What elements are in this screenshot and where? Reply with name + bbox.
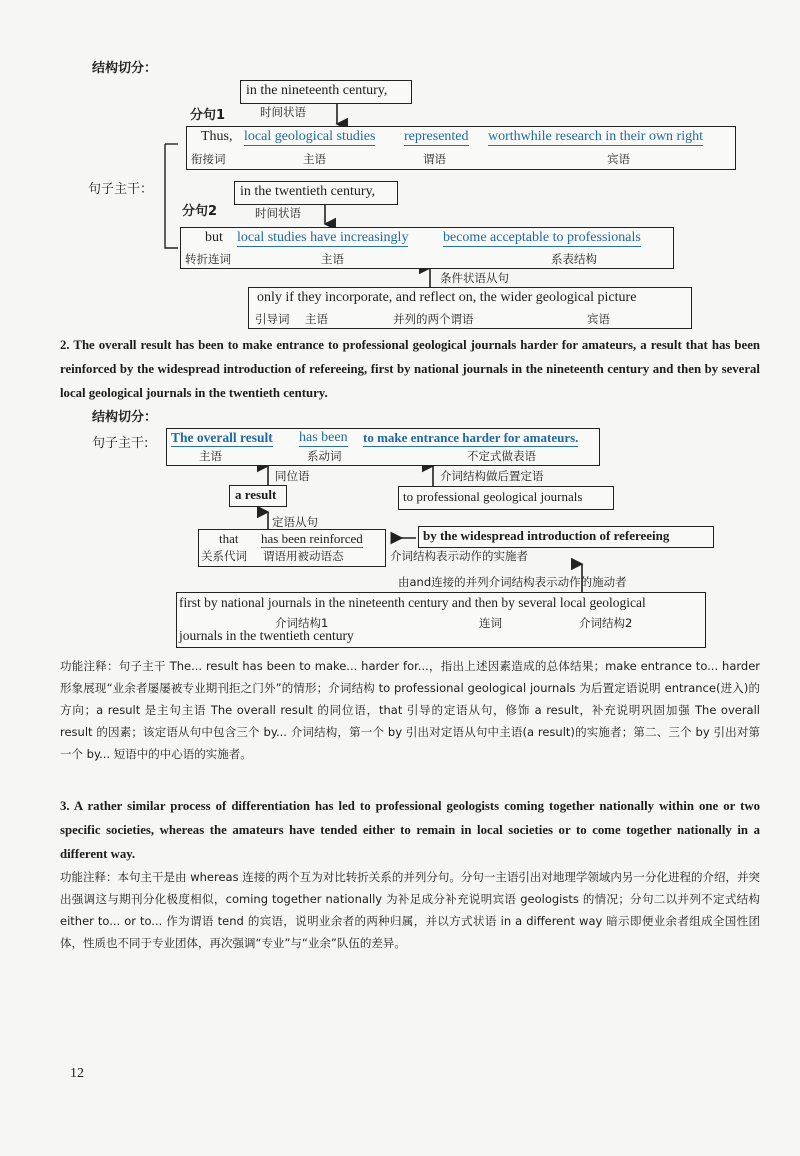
page-number: 12 bbox=[70, 1066, 84, 1081]
parallel-role-3: 介词结构2 bbox=[579, 616, 633, 630]
clause2-conj-role: 转折连词 bbox=[185, 252, 231, 266]
clause1-verb: represented bbox=[404, 129, 469, 144]
condition-role-3: 并列的两个谓语 bbox=[393, 312, 474, 326]
clause1-conj-role: 衔接词 bbox=[191, 152, 226, 166]
function-note-1: 功能注释：句子主干 The... result has been to make... harder for...，指出上述因素造成的总体结果；make entrance to... harder 形象展现“业余者屡屡被专业期刊拒之门外”的情形；介词结构 to professional geological journals 为后置定语说明 entrance(进入)的方向；a result 是主句主语 The overall result 的同位语，that 引导的定语从句，修饰 a result，补充说明巩固加强 The overall result 的因素；该定语从句中包含三个 by... 介词结构，第一个 by 引出对定语从句中主语(a result)的实施者；第二、三个 by 引出对第一个 by... 短语中的中心语的实施者。 bbox=[60, 659, 760, 761]
post-attr-label: 介词结构做后置定语 bbox=[440, 469, 544, 483]
sentence-3: 3. A rather similar process of differentiation has led to professional geologists coming together nationally within one or two specific societies, whereas the amateurs have tended either to remain in local societies or to come together nationally in a different way. bbox=[60, 799, 760, 861]
clause2-modifier-text: in the twentieth century, bbox=[240, 184, 376, 199]
function-note-2: 功能注释：本句主干是由 whereas 连接的两个互为对比转折关系的并列分句。分句一主语引出对地理学领域内另一分化进程的介绍，并突出强调这与期刊分化极度相似，coming together nationally 为补足成分补充说明宾语 geologists 的情况；分句二以并列不定式结构 either to... or to... 作为谓语 tend 的宾语，说明业余者的两种归属，并以方式状语 in a different way 暗示即便业余者组成全国性团体，性质也不同于专业团体，再次强调“专业”与“业余”队伍的差异。 bbox=[60, 870, 760, 950]
clause2-predicate-role: 系表结构 bbox=[551, 252, 597, 266]
s2-subject-role: 主语 bbox=[199, 449, 222, 463]
s2-verb-role: 系动词 bbox=[307, 449, 342, 463]
clause2-subject: local studies have increasingly bbox=[237, 230, 409, 245]
clause1-modifier-text: in the nineteenth century, bbox=[246, 83, 388, 98]
clause1-conj: Thus, bbox=[201, 129, 233, 144]
post-attr-text: to professional geological journals bbox=[403, 489, 583, 504]
appositive-box bbox=[229, 485, 287, 507]
s2-predicative-role: 不定式做表语 bbox=[467, 449, 536, 463]
main-clause-label: 句子主干： bbox=[88, 182, 154, 197]
section2-heading: 结构切分： bbox=[92, 410, 158, 425]
attr-rel-role: 关系代词 bbox=[201, 549, 247, 563]
attr-passive: has been reinforced bbox=[261, 531, 363, 546]
parallel-label: 由and连接的并列介词结构表示动作的施动者 bbox=[398, 575, 627, 589]
parallel-role-1: 介词结构1 bbox=[275, 616, 329, 630]
parallel-role-2: 连词 bbox=[479, 616, 502, 630]
condition-role-1: 引导词 bbox=[255, 312, 290, 326]
clause2-label: 分句2 bbox=[182, 204, 218, 219]
clause2-modifier-role: 时间状语 bbox=[255, 206, 301, 220]
agent-text: by the widespread introduction of refereeing bbox=[423, 528, 670, 543]
sentence-2: 2. The overall result has been to make entrance to professional geological journals harder for amateurs, a result that has been reinforced by the widespread introduction of refereeing, first by national journals in the nineteenth century and then by several local geological journals in the twentieth century. bbox=[60, 338, 760, 400]
clause2-conj: but bbox=[205, 230, 223, 245]
appositive-text: a result bbox=[235, 487, 277, 502]
parallel-line-2: journals in the twentieth century bbox=[179, 628, 354, 643]
clause1-modifier-box bbox=[240, 80, 412, 104]
agent-label: 介词结构表示动作的实施者 bbox=[390, 549, 528, 563]
condition-role-2: 主语 bbox=[305, 312, 328, 326]
parallel-box bbox=[176, 592, 706, 648]
clause1-modifier-role: 时间状语 bbox=[260, 105, 306, 119]
s2-subject: The overall result bbox=[171, 430, 273, 445]
condition-box bbox=[248, 287, 692, 329]
clause2-box bbox=[180, 227, 674, 269]
attr-rel: that bbox=[219, 531, 239, 546]
clause1-object: worthwhile research in their own right bbox=[488, 129, 703, 144]
section2-main-label: 句子主干: bbox=[92, 436, 149, 451]
clause2-predicate: become acceptable to professionals bbox=[443, 230, 641, 245]
clause1-box bbox=[186, 126, 736, 170]
condition-label: 条件状语从句 bbox=[440, 271, 509, 285]
clause1-verb-role: 谓语 bbox=[423, 152, 446, 166]
attr-passive-role: 谓语用被动语态 bbox=[263, 549, 344, 563]
s2-verb: has been bbox=[299, 430, 348, 445]
clause2-modifier-box bbox=[234, 181, 398, 205]
clause1-subject-role: 主语 bbox=[303, 152, 326, 166]
attr-clause-label: 定语从句 bbox=[272, 515, 318, 529]
s2-predicative: to make entrance harder for amateurs. bbox=[363, 430, 579, 445]
condition-text: only if they incorporate, and reflect on, the wider geological picture bbox=[257, 290, 637, 305]
clause1-object-role: 宾语 bbox=[607, 152, 630, 166]
post-attr-box bbox=[398, 486, 614, 510]
clause2-subject-role: 主语 bbox=[321, 252, 344, 266]
condition-role-4: 宾语 bbox=[587, 312, 610, 326]
section1-heading: 结构切分： bbox=[92, 61, 158, 76]
agent-box bbox=[418, 526, 714, 548]
parallel-line-1: first by national journals in the nineteenth century and then by several local geological bbox=[179, 595, 646, 610]
clause1-label: 分句1 bbox=[190, 108, 226, 123]
section2-main-box bbox=[166, 428, 600, 466]
attr-clause-box bbox=[198, 529, 386, 567]
appositive-label: 同位语 bbox=[275, 469, 310, 483]
clause1-subject: local geological studies bbox=[244, 129, 376, 144]
